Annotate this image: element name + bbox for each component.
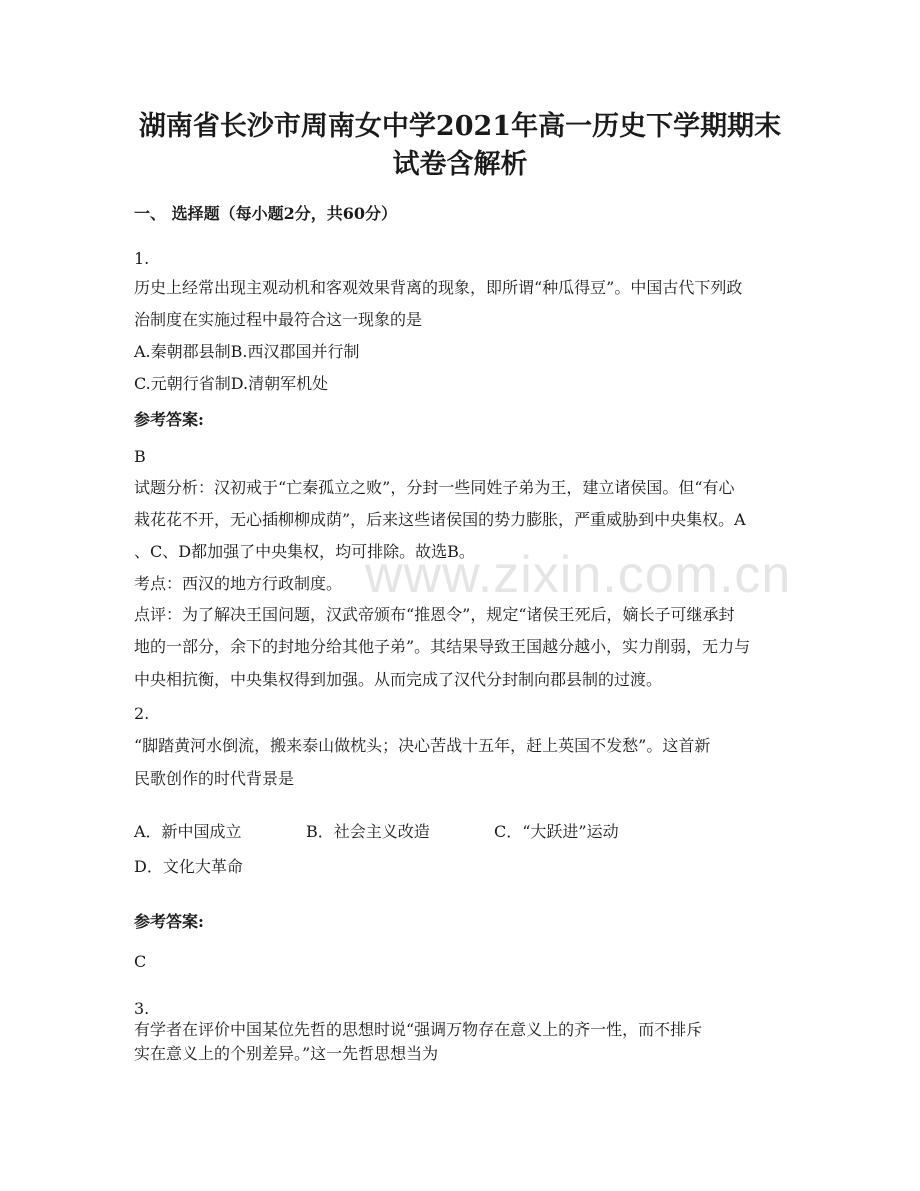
q2-option-c: C．“大跃进”运动: [494, 822, 619, 841]
q2-option-b: B．社会主义改造: [306, 822, 430, 841]
q1-analysis-line-2: 栽花花不开，无心插柳柳成荫”，后来这些诸侯国的势力膨胀，严重威胁到中央集权。A: [134, 510, 746, 529]
watermark: www.zixin.com.cn: [365, 546, 792, 604]
q1-point: 考点：西汉的地方行政制度。: [134, 574, 343, 593]
q1-answer-label: 参考答案:: [134, 410, 204, 429]
q1-comment-line-2: 地的一部分，余下的封地分给其他子弟”。其结果导致王国越分越小，实力削弱，无力与: [134, 637, 751, 656]
q2-stem-line-2: 民歌创作的时代背景是: [134, 769, 295, 788]
title-line-2: 试卷含解析: [392, 149, 528, 180]
q3-stem-line-1: 有学者在评价中国某位先哲的思想时说“强调万物存在意义上的齐一性，而不排斥: [134, 1020, 703, 1039]
q1-analysis-line-1: 试题分析：汉初戒于“亡秦孤立之败”，分封一些同姓子弟为王，建立诸侯国。但“有心: [134, 478, 735, 497]
q1-number: 1.: [134, 249, 150, 268]
q1-analysis-line-3: 、C、D都加强了中央集权，均可排除。故选B。: [134, 542, 475, 561]
q1-options-line-1: A.秦朝郡县制B.西汉郡国并行制: [134, 342, 360, 361]
q2-option-a: A．新中国成立: [134, 822, 242, 841]
q3-stem-line-2: 实在意义上的个别差异。”这一先哲思想当为: [134, 1044, 439, 1063]
q3-number: 3.: [134, 999, 150, 1018]
q2-stem-line-1: “脚踏黄河水倒流，搬来泰山做枕头；决心苦战十五年，赶上英国不发愁”。这首新: [134, 736, 711, 755]
q2-answer-label: 参考答案:: [134, 912, 204, 931]
q1-options-line-2: C.元朝行省制D.清朝军机处: [134, 374, 329, 393]
document-title: [60, 108, 860, 184]
section-heading: 一、 选择题（每小题2分，共60分）: [134, 204, 397, 223]
q1-stem-line-2: 治制度在实施过程中最符合这一现象的是: [134, 310, 423, 329]
q1-stem-line-1: 历史上经常出现主观动机和客观效果背离的现象，即所谓“种瓜得豆”。中国古代下列政: [134, 278, 743, 297]
q1-comment-line-1: 点评：为了解决王国问题，汉武帝颁布“推恩令”，规定“诸侯王死后，嫡长子可继承封: [134, 605, 735, 624]
title-line-1: 湖南省长沙市周南女中学2021年高一历史下学期期末: [138, 111, 782, 142]
q1-comment-line-3: 中央相抗衡，中央集权得到加强。从而完成了汉代分封制向郡县制的过渡。: [134, 670, 663, 689]
q1-answer: B: [134, 447, 146, 466]
q2-answer: C: [134, 952, 147, 971]
q2-number: 2.: [134, 704, 150, 723]
q2-option-d: D．文化大革命: [134, 857, 243, 876]
